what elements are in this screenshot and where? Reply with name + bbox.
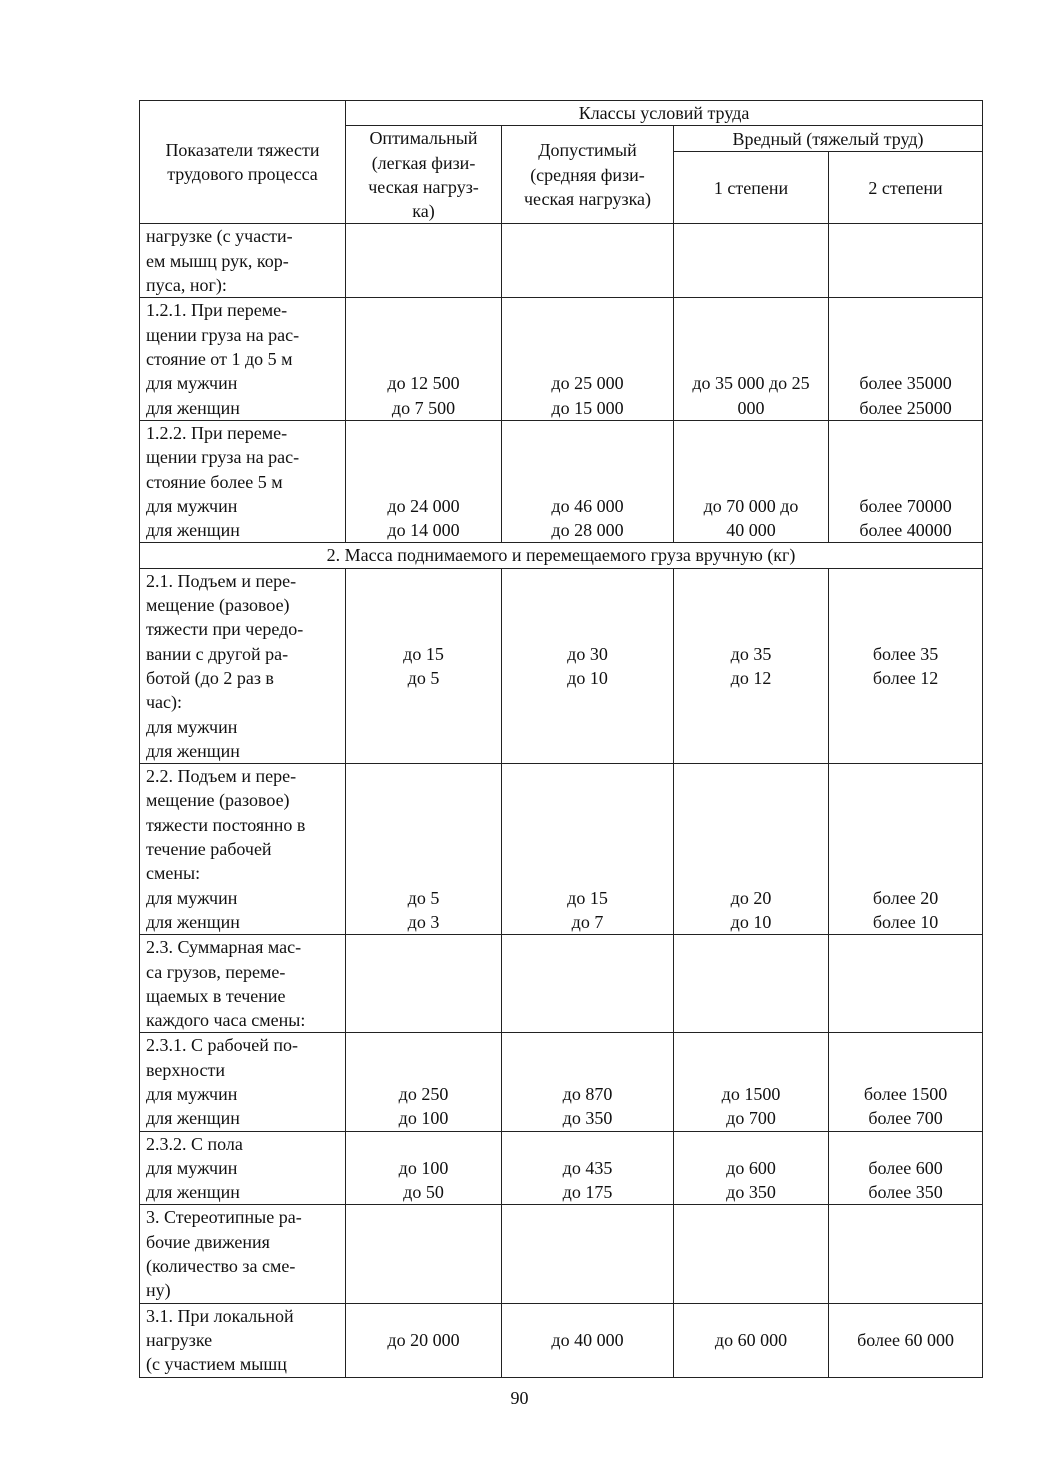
cell-degree2: более 20 более 10: [829, 764, 983, 935]
cell-permissible: [502, 1205, 674, 1303]
cell-degree2: более 600 более 350: [829, 1131, 983, 1205]
cell-degree2: [829, 1205, 983, 1303]
header-degree-2: 2 степени: [829, 152, 983, 224]
cell-optimal: [346, 1205, 502, 1303]
table-header: [140, 101, 983, 224]
table-row: [140, 568, 983, 763]
cell-optimal: до 20 000: [346, 1303, 502, 1377]
row-label: 2.3.1. С рабочей по- верхности для мужчин для женщин: [140, 1033, 346, 1131]
row-label: 1.2.2. При переме- щении груза на рас- стояние более 5 м для мужчин для женщин: [140, 420, 346, 542]
header-classes: Классы условий труда: [346, 101, 983, 126]
table-row: [140, 298, 983, 420]
row-label: 1.2.1. При переме- щении груза на рас- стояние от 1 до 5 м для мужчин для женщин: [140, 298, 346, 420]
cell-optimal: [346, 224, 502, 298]
cell-permissible: до 46 000 до 28 000: [502, 420, 674, 542]
cell-degree2: более 70000 более 40000: [829, 420, 983, 542]
cell-degree1: до 1500 до 700: [674, 1033, 829, 1131]
row-label: 2.3. Суммарная мас- са грузов, переме- щаемых в течение каждого часа смены:: [140, 935, 346, 1033]
header-permissible: Допустимый (средняя физи- ческая нагрузка): [502, 126, 674, 224]
row-label: нагрузке (с участи- ем мышц рук, кор- пуса, ног):: [140, 224, 346, 298]
table-row: [140, 1303, 983, 1377]
cell-degree2: [829, 224, 983, 298]
cell-optimal: до 100 до 50: [346, 1131, 502, 1205]
table-row: [140, 764, 983, 935]
table-row: [140, 420, 983, 542]
row-label: 2.1. Подъем и пере- мещение (разовое) тяжести при чередо- вании с другой ра- ботой (до 2 раз в час): для мужчин для женщин: [140, 568, 346, 763]
header-harmful: Вредный (тяжелый труд): [674, 126, 983, 152]
cell-degree2: более 35000 более 25000: [829, 298, 983, 420]
cell-permissible: до 435 до 175: [502, 1131, 674, 1205]
cell-optimal: [346, 935, 502, 1033]
cell-permissible: до 25 000 до 15 000: [502, 298, 674, 420]
cell-degree1: до 60 000: [674, 1303, 829, 1377]
cell-optimal: до 15 до 5: [346, 568, 502, 763]
cell-degree1: до 35 000 до 25 000: [674, 298, 829, 420]
cell-permissible: до 30 до 10: [502, 568, 674, 763]
cell-permissible: [502, 935, 674, 1033]
cell-degree1: до 20 до 10: [674, 764, 829, 935]
cell-permissible: до 870 до 350: [502, 1033, 674, 1131]
cell-degree2: [829, 935, 983, 1033]
row-label: 3.1. При локальной нагрузке (с участием мышц: [140, 1303, 346, 1377]
row-label: 2.2. Подъем и пере- мещение (разовое) тяжести постоянно в течение рабочей смены: для мужчин для женщин: [140, 764, 346, 935]
cell-degree2: более 1500 более 700: [829, 1033, 983, 1131]
header-optimal: Оптимальный (легкая физи- ческая нагруз- ка): [346, 126, 502, 224]
cell-degree1: [674, 1205, 829, 1303]
cell-degree1: до 600 до 350: [674, 1131, 829, 1205]
cell-permissible: до 40 000: [502, 1303, 674, 1377]
row-label: 3. Стереотипные ра- бочие движения (количество за сме- ну): [140, 1205, 346, 1303]
cell-degree1: до 35 до 12: [674, 568, 829, 763]
cell-permissible: [502, 224, 674, 298]
cell-permissible: до 15 до 7: [502, 764, 674, 935]
header-degree-1: 1 степени: [674, 152, 829, 224]
table-row: [140, 1131, 983, 1205]
cell-degree2: более 60 000: [829, 1303, 983, 1377]
row-label: 2.3.2. С пола для мужчин для женщин: [140, 1131, 346, 1205]
header-indicators: Показатели тяжести трудового процесса: [140, 101, 346, 224]
cell-optimal: до 24 000 до 14 000: [346, 420, 502, 542]
cell-degree2: более 35 более 12: [829, 568, 983, 763]
cell-optimal: до 5 до 3: [346, 764, 502, 935]
page-number: 90: [510, 1388, 529, 1408]
table-body: [140, 224, 983, 1377]
table-row: [140, 543, 983, 568]
table-row: [140, 1205, 983, 1303]
section-heading: 2. Масса поднимаемого и перемещаемого груза вручную (кг): [140, 543, 983, 568]
cell-degree1: до 70 000 до 40 000: [674, 420, 829, 542]
table-row: [140, 224, 983, 298]
table-row: [140, 935, 983, 1033]
cell-degree1: [674, 224, 829, 298]
work-conditions-table: [139, 100, 983, 1378]
cell-optimal: до 250 до 100: [346, 1033, 502, 1131]
cell-degree1: [674, 935, 829, 1033]
cell-optimal: до 12 500 до 7 500: [346, 298, 502, 420]
table-row: [140, 1033, 983, 1131]
